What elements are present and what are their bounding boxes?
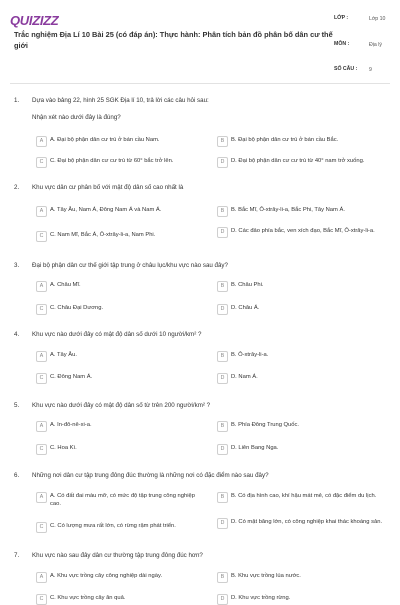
question-text: Dựa vào bảng 22, hình 25 SGK Địa lí 10, trả lời các câu hỏi sau: <box>32 97 209 104</box>
option-letter-box: A <box>36 206 47 217</box>
question-number: 4. <box>14 331 20 338</box>
option-text: A. Có đất đai màu mỡ, có mức độ tập trung công nghiệp cao. <box>50 493 195 507</box>
question-number: 6. <box>14 472 20 479</box>
option-text: B. Khu vực trồng lúa nước. <box>231 573 301 579</box>
option-letter-box: D <box>217 157 228 168</box>
option-letter-box: A <box>36 281 47 292</box>
option-letter-box: A <box>36 572 47 583</box>
question-number: 1. <box>14 97 20 104</box>
meta-subject-label: MÔN : <box>334 41 350 47</box>
brand-logo[interactable]: QUIZIZZ <box>10 13 59 28</box>
question-text: Những nơi dân cư tập trung đông đúc thường là những nơi có đặc điểm nào sau đây? <box>32 472 269 479</box>
option-text: C. Đại bộ phận dân cư cư trú từ 60° bắc trở lên. <box>50 158 174 164</box>
option-letter-box: B <box>217 281 228 292</box>
option-text: B. Đại bộ phận dân cư trú ở bán cầu Bắc. <box>231 137 339 143</box>
header-divider <box>10 83 390 84</box>
option-text: D. Các đảo phía bắc, ven xích đạo, Bắc Mĩ, Ô-xtrây-li-a. <box>231 228 375 234</box>
option-letter-box: A <box>36 421 47 432</box>
question-text: Khu vực dân cư phân bố với mật độ dân số cao nhất là <box>32 184 184 191</box>
option-text: B. Châu Phi. <box>231 282 264 288</box>
option-letter-box: D <box>217 304 228 315</box>
option-text: D. Nam Á. <box>231 374 258 380</box>
option-letter-box: D <box>217 373 228 384</box>
option-letter-box: B <box>217 572 228 583</box>
option-text: D. Đại bộ phận dân cư cư trú từ 40° nam trở xuống. <box>231 158 365 164</box>
meta-count-label: SỐ CÂU : <box>334 66 358 72</box>
option-text: D. Châu Á. <box>231 305 260 311</box>
option-letter-box: B <box>217 136 228 147</box>
option-text: C. Khu vực trồng cây ăn quả. <box>50 595 126 601</box>
option-text: B. Phía Đông Trung Quốc. <box>231 422 299 428</box>
option-text: A. In-đô-nê-xi-a. <box>50 422 92 428</box>
option-text: A. Tây Âu. <box>50 352 77 358</box>
option-text: C. Châu Đại Dương. <box>50 305 104 311</box>
option-text: B. Bắc Mĩ, Ô-xtrây-li-a, Bắc Phi, Tây Nam Á. <box>231 207 345 213</box>
question-text: Khu vực nào sau đây dân cư thường tập trung đông đúc hơn? <box>32 552 203 559</box>
option-text: B. Ô-xtrây-li-a. <box>231 352 269 358</box>
worksheet-title: Trắc nghiệm Địa Lí 10 Bài 25 (có đáp án): Thực hành: Phân tích bản đồ phân bố dân cư thế giới <box>14 30 333 50</box>
option-letter-box: C <box>36 157 47 168</box>
question-text: Khu vực nào dưới đây có mật độ dân số từ trên 200 người/km² ? <box>32 402 211 409</box>
option-letter-box: D <box>217 594 228 605</box>
meta-count-value: 9 <box>369 67 372 73</box>
option-letter-box: C <box>36 304 47 315</box>
question-number: 5. <box>14 402 20 409</box>
option-letter-box: D <box>217 444 228 455</box>
option-text: A. Tây Âu, Nam Á, Đông Nam Á và Nam Á. <box>50 207 162 213</box>
question-number: 2. <box>14 184 20 191</box>
option-text: A. Khu vực trồng cây công nghiệp dài ngày. <box>50 573 163 579</box>
option-letter-box: D <box>217 227 228 238</box>
meta-class-label: LỚP : <box>334 15 349 21</box>
option-letter-box: B <box>217 492 228 503</box>
option-letter-box: C <box>36 231 47 242</box>
question-subtext: Nhận xét nào dưới đây là đúng? <box>32 114 121 121</box>
option-text: D. Có mật băng lớn, có công nghiệp khai thác khoáng sản. <box>231 519 383 525</box>
meta-subject-value: Địa lý <box>369 42 382 48</box>
option-text: D. Khu vực trồng rừng. <box>231 595 291 601</box>
option-letter-box: B <box>217 421 228 432</box>
option-text: C. Nam Mĩ, Bắc Á, Ô-xtrây-li-a, Nam Phi. <box>50 232 156 238</box>
option-text: B. Có địa hình cao, khí hậu mát mẻ, có đặc điểm du lịch. <box>231 493 377 499</box>
option-text: C. Hoa Kì. <box>50 445 77 451</box>
option-text: A. Châu Mĩ. <box>50 282 81 288</box>
question-number: 3. <box>14 262 20 269</box>
option-letter-box: C <box>36 373 47 384</box>
option-text: C. Có lượng mưa rất lớn, có rừng rậm phát triển. <box>50 523 176 529</box>
option-letter-box: D <box>217 518 228 529</box>
option-letter-box: B <box>217 206 228 217</box>
option-letter-box: A <box>36 492 47 503</box>
option-text: A. Đại bộ phận dân cư trú ở bán cầu Nam. <box>50 137 160 143</box>
option-text: D. Liên Bang Nga. <box>231 445 279 451</box>
option-letter-box: A <box>36 351 47 362</box>
option-letter-box: C <box>36 522 47 533</box>
option-letter-box: B <box>217 351 228 362</box>
question-text: Đại bộ phận dân cư thế giới tập trung ở châu lục/khu vực nào sau đây? <box>32 262 228 269</box>
option-text: C. Đông Nam Á. <box>50 374 93 380</box>
meta-class-value: Lớp 10 <box>369 16 386 22</box>
question-text: Khu vực nào dưới đây có mật độ dân số dưới 10 người/km² ? <box>32 331 202 338</box>
option-letter-box: A <box>36 136 47 147</box>
option-letter-box: C <box>36 594 47 605</box>
option-letter-box: C <box>36 444 47 455</box>
question-number: 7. <box>14 552 20 559</box>
